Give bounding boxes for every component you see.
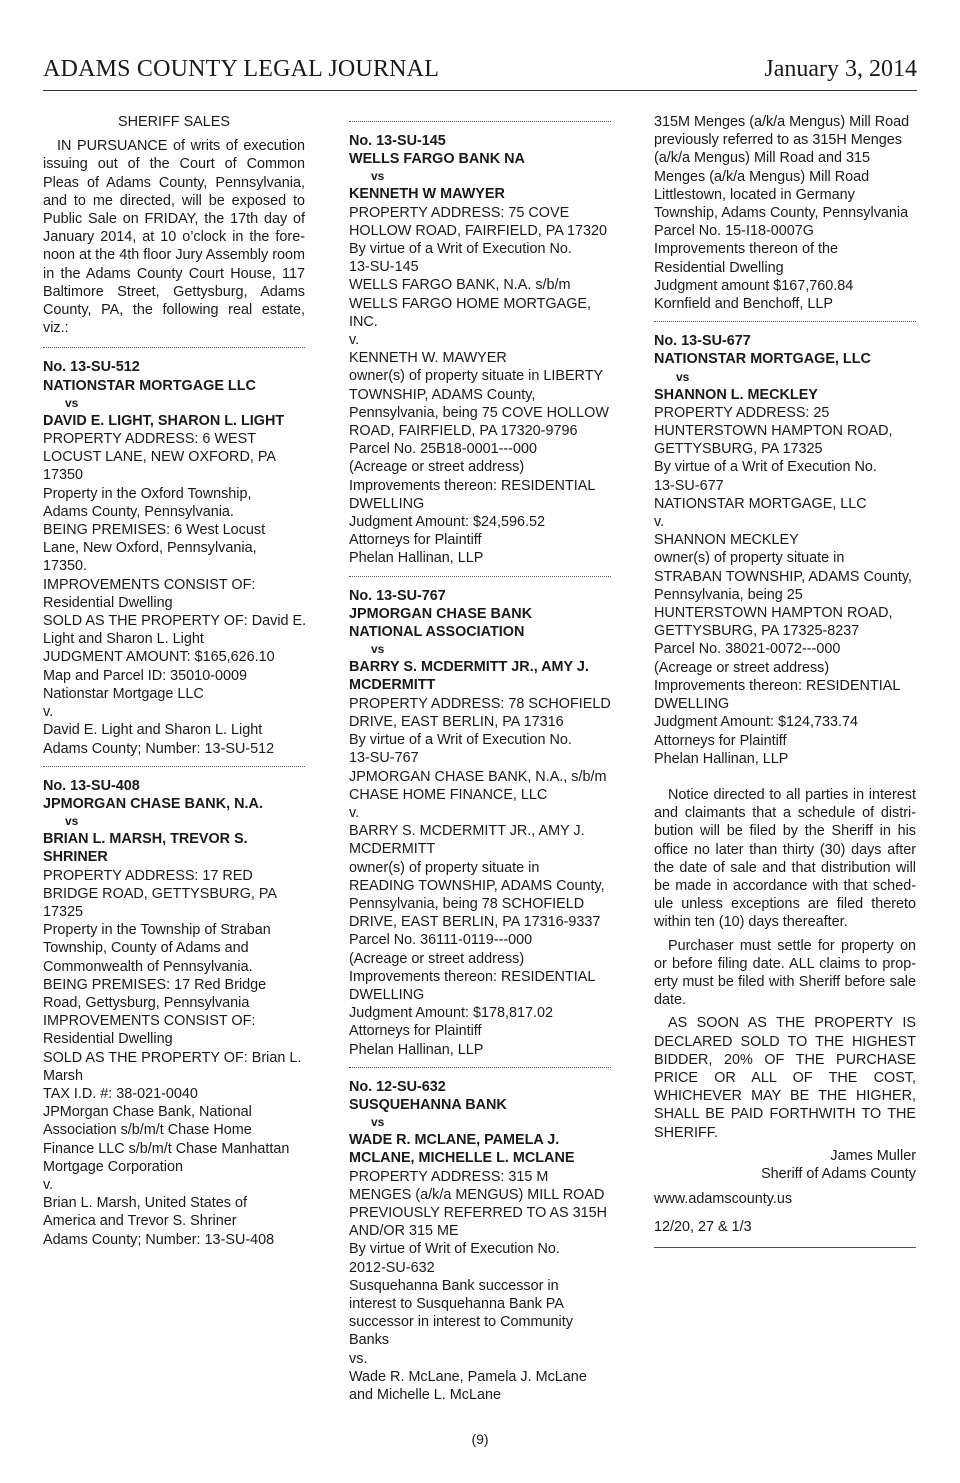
detail-line: Property in the Oxford Township, xyxy=(43,485,252,502)
payment-notice: AS SOON AS THE PROPERTY IS DECLARED SOLD TO THE HIGHEST BIDDER, 20% OF THE PURCHASE PRICE OR ALL OF THE COST, WHICHEVER MAY BE THE HIGHER, SHALL BE PAID FORTHWITH TO THE SHERIFF. xyxy=(654,1015,916,1141)
detail-line: Improvements thereon of the xyxy=(654,241,838,258)
detail-line: (Acreage or street address) xyxy=(654,659,830,676)
detail-line: GETTYSBURG, PA 17325 xyxy=(654,441,823,458)
detail-line: interest to Susquehanna Bank PA xyxy=(349,1295,564,1312)
detail-line: HUNTERSTOWN HAMPTON ROAD, xyxy=(654,605,893,622)
publication-dates: 12/20, 27 & 1/3 xyxy=(654,1219,752,1236)
detail-line: 315M Menges (a/k/a Mengus) Mill Road xyxy=(654,114,910,130)
divider xyxy=(43,766,305,767)
defendant: SHANNON L. MECKLEY xyxy=(654,386,818,403)
detail-line: Township, Adams County, Pennsylvania xyxy=(654,205,909,222)
detail-line: Attorneys for Plaintiff xyxy=(349,532,482,549)
detail-line: (Acreage or street address) xyxy=(349,459,525,476)
detail-line: By virtue of Writ of Execution No. xyxy=(349,1241,560,1258)
detail-line: Judgment Amount: $24,596.52 xyxy=(349,514,546,531)
detail-line: Property in the Township of Straban xyxy=(43,922,271,939)
detail-line: Attorneys for Plaintiff xyxy=(349,1023,482,1040)
issue-date: January 3, 2014 xyxy=(764,56,917,82)
detail-line: Menges (a/k/a Mengus) Mill Road xyxy=(654,168,870,185)
detail-line: By virtue of a Writ of Execution No. xyxy=(349,732,572,749)
detail-line: Banks xyxy=(349,1332,389,1349)
detail-line: HUNTERSTOWN HAMPTON ROAD, xyxy=(654,423,893,440)
divider xyxy=(43,347,305,348)
column-1 xyxy=(43,113,305,1249)
detail-line: Map and Parcel ID: 35010-0009 xyxy=(43,667,247,684)
detail-line: Association s/b/m/t Chase Home xyxy=(43,1122,252,1139)
versus-label: vs xyxy=(676,369,690,384)
detail-line: successor in interest to Community xyxy=(349,1314,573,1331)
detail-line: Parcel No. 25B18-0001---000 xyxy=(349,441,537,458)
detail-line: (Acreage or street address) xyxy=(349,950,525,967)
detail-line: v. xyxy=(349,804,360,821)
plaintiff: JPMORGAN CHASE BANK, N.A. xyxy=(43,795,263,812)
case-13-su-767 xyxy=(349,587,611,1059)
detail-line: Adams County, Pennsylvania. xyxy=(43,503,234,520)
signature-name: James Muller xyxy=(830,1147,916,1164)
detail-line: INC. xyxy=(349,313,378,330)
defendant-line: BARRY S. MCDERMITT JR., AMY J. xyxy=(349,659,589,676)
detail-line: KENNETH W. MAWYER xyxy=(349,350,507,367)
detail-line: By virtue of a Writ of Execution No. xyxy=(654,459,877,476)
plaintiff: WELLS FARGO BANK NA xyxy=(349,151,525,168)
case-details xyxy=(349,1168,611,1405)
detail-line: LOCUST LANE, NEW OXFORD, PA xyxy=(43,449,276,466)
detail-line: DRIVE, EAST BERLIN, PA 17316 xyxy=(349,713,564,730)
detail-line: Phelan Hallinan, LLP xyxy=(349,550,484,567)
detail-line: PROPERTY ADDRESS: 75 COVE xyxy=(349,204,570,221)
column-3 xyxy=(654,113,916,1248)
detail-line: NATIONSTAR MORTGAGE, LLC xyxy=(654,495,867,512)
detail-line: v. xyxy=(349,332,360,349)
detail-line: PREVIOUSLY REFERRED TO AS 315H xyxy=(349,1204,608,1221)
detail-line: JPMORGAN CHASE BANK, N.A., s/b/m xyxy=(349,768,607,785)
detail-line: Parcel No. 38021-0072---000 xyxy=(654,641,841,658)
detail-line: v. xyxy=(43,704,54,721)
distribution-notice: Notice directed to all parties in interest and claimants that a schedule of distri-bution will be filed by the Sheriff in his office no later than thirty (30) days after the date of sale and that distribution will be made in accordance with that sched-ule unless exceptions are filed thereto within ten (10) days thereafter. xyxy=(654,786,916,931)
divider xyxy=(349,576,611,577)
versus-label: vs xyxy=(371,169,385,184)
detail-line: PROPERTY ADDRESS: 6 WEST xyxy=(43,431,256,448)
detail-line: Nationstar Mortgage LLC xyxy=(43,685,204,702)
notices xyxy=(654,786,916,1142)
detail-line: Kornfield and Benchoff, LLP xyxy=(654,296,833,313)
detail-line: Parcel No. 36111-0119---000 xyxy=(349,932,533,949)
case-details xyxy=(43,867,305,1249)
detail-line: TOWNSHIP, ADAMS County, xyxy=(349,386,536,403)
detail-line: STRABAN TOWNSHIP, ADAMS County, xyxy=(654,568,913,585)
detail-line: Attorneys for Plaintiff xyxy=(654,732,787,749)
page-number: (9) xyxy=(471,1431,489,1447)
defendant: DAVID E. LIGHT, SHARON L. LIGHT xyxy=(43,412,285,429)
detail-line: WELLS FARGO HOME MORTGAGE, xyxy=(349,295,592,312)
detail-line: Judgment Amount: $124,733.74 xyxy=(654,714,859,731)
detail-line: Pennsylvania, being 75 COVE HOLLOW xyxy=(349,404,609,421)
detail-line: Light and Sharon L. Light xyxy=(43,631,204,648)
defendant-line: SHRINER xyxy=(43,849,108,866)
detail-line: Improvements thereon: RESIDENTIAL xyxy=(349,477,596,494)
detail-line: Parcel No. 15-I18-0007G xyxy=(654,223,814,240)
detail-line: BEING PREMISES: 6 West Locust xyxy=(43,522,266,539)
plaintiff: SUSQUEHANNA BANK xyxy=(349,1096,507,1113)
detail-line: 13-SU-145 xyxy=(349,259,419,276)
detail-line: BARRY S. MCDERMITT JR., AMY J. xyxy=(349,823,585,840)
detail-line: v. xyxy=(43,1176,54,1193)
detail-line: By virtue of a Writ of Execution No. xyxy=(349,241,572,258)
detail-line: Road, Gettysburg, Pennsylvania xyxy=(43,994,250,1011)
detail-line: Adams County; Number: 13-SU-408 xyxy=(43,1231,275,1248)
detail-line: MCDERMITT xyxy=(349,841,436,858)
divider xyxy=(654,321,916,322)
case-12-su-632-continued xyxy=(654,113,916,313)
detail-line: previously referred to as 315H Menges xyxy=(654,132,902,149)
detail-line: DRIVE, EAST BERLIN, PA 17316-9337 xyxy=(349,914,601,931)
detail-line: Pennsylvania, being 25 xyxy=(654,586,803,603)
detail-line: JUDGMENT AMOUNT: $165,626.10 xyxy=(43,649,275,666)
detail-line: Improvements thereon: RESIDENTIAL xyxy=(349,968,596,985)
detail-line: owner(s) of property situate in xyxy=(654,550,845,567)
defendant-line: WADE R. MCLANE, PAMELA J. xyxy=(349,1132,560,1149)
case-13-su-145 xyxy=(349,132,611,568)
detail-line: BRIDGE ROAD, GETTYSBURG, PA xyxy=(43,885,278,902)
detail-line: 17325 xyxy=(43,903,84,920)
detail-line: Adams County; Number: 13-SU-512 xyxy=(43,740,275,757)
detail-line: 13-SU-767 xyxy=(349,750,419,767)
detail-line: Wade R. McLane, Pamela J. McLane xyxy=(349,1368,587,1385)
detail-line: Phelan Hallinan, LLP xyxy=(349,1041,484,1058)
case-13-su-512 xyxy=(43,358,305,757)
versus-label: vs xyxy=(371,642,385,657)
detail-line: Lane, New Oxford, Pennsylvania, xyxy=(43,540,257,557)
defendant-line: BRIAN L. MARSH, TREVOR S. xyxy=(43,831,248,848)
detail-line: PROPERTY ADDRESS: 78 SCHOFIELD xyxy=(349,695,611,712)
plaintiff-line: NATIONAL ASSOCIATION xyxy=(349,624,525,641)
detail-line: BEING PREMISES: 17 Red Bridge xyxy=(43,976,267,993)
case-number: No. 13-SU-408 xyxy=(43,777,140,794)
detail-line: Judgment Amount: $178,817.02 xyxy=(349,1005,554,1022)
detail-line: 13-SU-677 xyxy=(654,477,724,494)
case-details xyxy=(43,430,305,758)
detail-line: Residential Dwelling xyxy=(43,1031,173,1048)
detail-line: David E. Light and Sharon L. Light xyxy=(43,722,263,739)
detail-line: Township, County of Adams and xyxy=(43,940,249,957)
journal-title: ADAMS COUNTY LEGAL JOURNAL xyxy=(43,56,440,82)
detail-line: CHASE HOME FINANCE, LLC xyxy=(349,786,548,803)
detail-line: DWELLING xyxy=(349,986,425,1003)
detail-line: SOLD AS THE PROPERTY OF: David E. xyxy=(43,613,307,630)
detail-line: WELLS FARGO BANK, N.A. s/b/m xyxy=(349,277,571,294)
case-number: No. 13-SU-145 xyxy=(349,133,446,149)
detail-line: Residential Dwelling xyxy=(654,259,784,276)
detail-line: America and Trevor S. Shriner xyxy=(43,1213,237,1230)
detail-line: READING TOWNSHIP, ADAMS County, xyxy=(349,877,605,894)
plaintiff: NATIONSTAR MORTGAGE, LLC xyxy=(654,351,871,368)
detail-line: DWELLING xyxy=(654,696,730,713)
purchaser-notice: Purchaser must settle for property on or before filing date. ALL claims to prop-erty must be filed with Sheriff before sale date. xyxy=(654,937,916,1009)
case-details xyxy=(349,695,611,1059)
detail-line: 17350 xyxy=(43,467,84,484)
case-number: No. 13-SU-767 xyxy=(349,587,446,604)
detail-line: Littlestown, located in Germany xyxy=(654,186,855,203)
detail-line: Commonwealth of Pennsylvania. xyxy=(43,958,253,975)
detail-line: (a/k/a Mengus) Mill Road and 315 xyxy=(654,150,870,167)
case-12-su-632 xyxy=(349,1078,611,1404)
detail-line: Residential Dwelling xyxy=(43,594,173,611)
detail-line: vs. xyxy=(349,1350,368,1367)
divider xyxy=(654,1247,916,1248)
signature-title: Sheriff of Adams County xyxy=(761,1165,916,1182)
detail-line: PROPERTY ADDRESS: 25 xyxy=(654,404,830,421)
detail-line: IMPROVEMENTS CONSIST OF: xyxy=(43,1013,256,1030)
detail-line: PROPERTY ADDRESS: 17 RED xyxy=(43,867,253,884)
section-heading: SHERIFF SALES xyxy=(118,114,230,130)
case-13-su-677 xyxy=(654,332,916,768)
detail-line: AND/OR 315 ME xyxy=(349,1223,459,1240)
detail-line: owner(s) of property situate in xyxy=(349,859,540,876)
detail-line: Marsh xyxy=(43,1067,83,1084)
detail-line: PROPERTY ADDRESS: 315 M xyxy=(349,1168,549,1185)
detail-line: HOLLOW ROAD, FAIRFIELD, PA 17320 xyxy=(349,222,608,239)
detail-line: Improvements thereon: RESIDENTIAL xyxy=(654,677,901,694)
versus-label: vs xyxy=(371,1115,385,1130)
website-link[interactable]: www.adamscounty.us xyxy=(654,1191,793,1208)
detail-line: owner(s) of property situate in LIBERTY xyxy=(349,368,604,385)
versus-label: vs xyxy=(65,395,79,410)
page-header xyxy=(43,54,917,91)
detail-line: Phelan Hallinan, LLP xyxy=(654,750,789,767)
detail-line: Brian L. Marsh, United States of xyxy=(43,1195,247,1212)
defendant: KENNETH W MAWYER xyxy=(349,186,505,203)
divider xyxy=(349,1067,611,1068)
detail-line: SOLD AS THE PROPERTY OF: Brian L. xyxy=(43,1049,302,1066)
detail-line: and Michelle L. McLane xyxy=(349,1387,501,1403)
detail-line: Susquehanna Bank successor in xyxy=(349,1277,559,1294)
case-number: No. 13-SU-512 xyxy=(43,359,140,376)
detail-line: Pennsylvania, being 78 SCHOFIELD xyxy=(349,895,585,912)
detail-line: ROAD, FAIRFIELD, PA 17320-9796 xyxy=(349,423,578,440)
detail-line: Finance LLC s/b/m/t Chase Manhattan xyxy=(43,1140,290,1157)
plaintiff-line: JPMORGAN CHASE BANK xyxy=(349,605,533,622)
column-2 xyxy=(349,113,611,1404)
detail-line: Judgment amount $167,760.84 xyxy=(654,277,854,294)
case-details xyxy=(654,404,916,768)
detail-line: v. xyxy=(654,514,665,531)
detail-line: 2012-SU-632 xyxy=(349,1259,435,1276)
case-13-su-408 xyxy=(43,777,305,1249)
detail-line: DWELLING xyxy=(349,495,425,512)
detail-line: TAX I.D. #: 38-021-0040 xyxy=(43,1085,198,1102)
defendant-line: MCDERMITT xyxy=(349,677,436,694)
detail-line: GETTYSBURG, PA 17325-8237 xyxy=(654,623,860,640)
detail-line: Mortgage Corporation xyxy=(43,1158,183,1175)
detail-line: JPMorgan Chase Bank, National xyxy=(43,1104,252,1121)
divider xyxy=(349,121,611,122)
detail-line: MENGES (a/k/a MENGUS) MILL ROAD xyxy=(349,1186,605,1203)
case-details xyxy=(349,204,611,568)
detail-line: 17350. xyxy=(43,558,88,575)
detail-line: SHANNON MECKLEY xyxy=(654,532,799,549)
intro-paragraph: IN PURSUANCE of writs of execution issuing out of the Court of Common Pleas of Adams County, Pennsylvania, and to me directed, will be exposed to Public Sale on FRIDAY, the 17th day of January 2014, at 10 o’clock in the fore-noon at the 4th floor Jury Assembly room in the Adams County Court House, 117 Baltimore Street, Gettysburg, Adams County, PA, the following real estate, viz.: xyxy=(43,138,305,337)
case-number: No. 13-SU-677 xyxy=(654,333,751,350)
defendant-line: MCLANE, MICHELLE L. MCLANE xyxy=(349,1150,575,1167)
plaintiff: NATIONSTAR MORTGAGE LLC xyxy=(43,377,256,394)
case-number: No. 12-SU-632 xyxy=(349,1078,446,1095)
versus-label: vs xyxy=(65,814,79,829)
detail-line: IMPROVEMENTS CONSIST OF: xyxy=(43,576,256,593)
